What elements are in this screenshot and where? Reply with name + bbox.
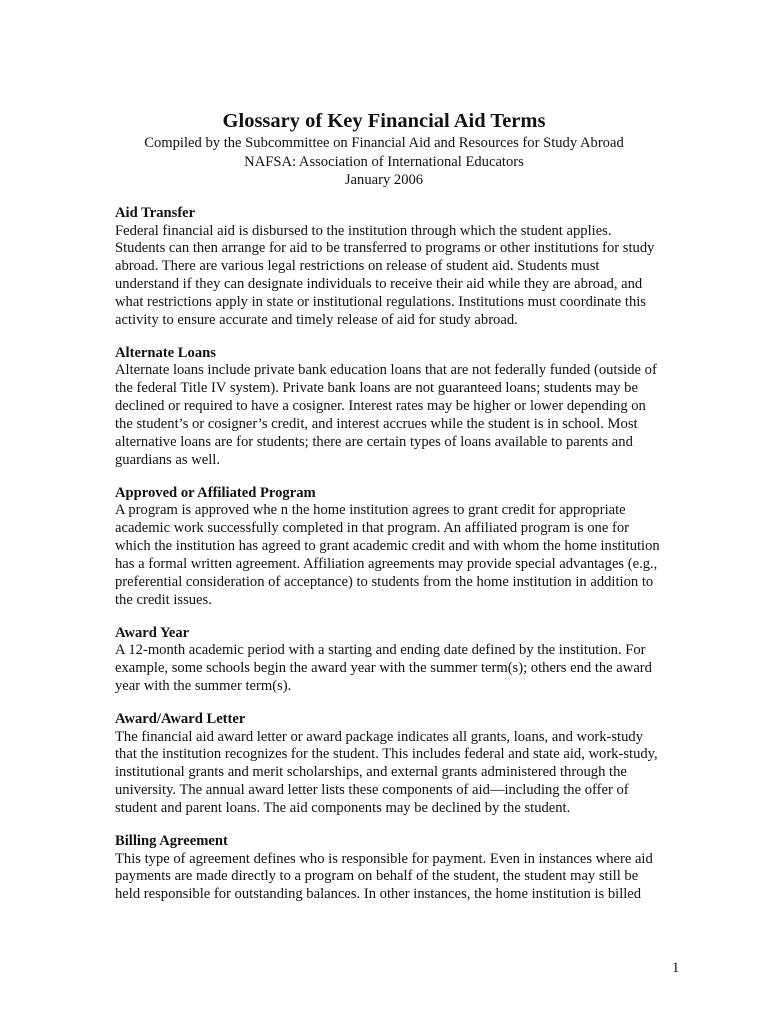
definition-line: Federal financial aid is disbursed to the institution through which the student applies. [115, 222, 612, 239]
definition-line: preferential consideration of acceptance) to students from the home institution in addition to [115, 574, 654, 590]
definition-line: guardians as well. [115, 451, 220, 468]
glossary-entry [115, 484, 675, 610]
definition-line: student and parent loans. The aid components may be declined by the student. [115, 800, 571, 817]
definition-line: understand if they can designate individuals to receive their aid while they are abroad, and [115, 276, 643, 293]
definition-line: Alternate loans include private bank education loans that are not federally funded (outside of [115, 362, 657, 379]
definition-line: declined or required to have a cosigner. Interest rates may be higher or lower depending on [115, 398, 646, 415]
definition-line: activity to ensure accurate and timely release of aid for study abroad. [115, 312, 518, 329]
definition-line: payments are made directly to a program on behalf of the student, the student may still be [115, 868, 639, 885]
definition-line: that the institution recognizes for the student. This includes federal and state aid, work-study, [115, 746, 658, 763]
document-header [0, 108, 768, 190]
glossary-definition [115, 729, 675, 819]
definition-line: Students can then arrange for aid to be transferred to programs or other institutions for study [115, 240, 655, 257]
definition-line: the credit issues. [115, 591, 212, 608]
glossary-definition [115, 362, 675, 469]
glossary-entry [115, 204, 675, 330]
glossary-term: Approved or Affiliated Program [115, 484, 316, 501]
definition-line: A 12-month academic period with a starting and ending date defined by the institution. For [115, 642, 646, 659]
page-number: 1 [672, 960, 680, 976]
glossary-entries [115, 204, 675, 918]
definition-line: which the institution has agreed to grant academic credit and with whom the home institution [115, 538, 660, 555]
glossary-definition [115, 223, 675, 330]
definition-line: has a formal written agreement. Affiliation agreements may provide special advantages (e.g., [115, 556, 658, 573]
definition-line: what restrictions apply in state or institutional regulations. Institutions must coordinate this [115, 294, 646, 311]
glossary-term: Aid Transfer [115, 205, 196, 221]
definition-line: institutional grants and merit scholarships, and external grants administered through the [115, 764, 627, 781]
glossary-term: Alternate Loans [115, 344, 216, 361]
glossary-entry [115, 344, 675, 470]
definition-line: abroad. There are various legal restrictions on release of student aid. Students must [115, 258, 600, 275]
definition-line: academic work successfully completed in that program. An affiliated program is one for [115, 520, 629, 537]
subtitle-compiled-by: Compiled by the Subcommittee on Financial Aid and Resources for Study Abroad [144, 135, 624, 151]
definition-line: alternative loans are for students; there are certain types of loans available to parents and [115, 434, 633, 451]
glossary-term: Award/Award Letter [115, 711, 246, 728]
glossary-definition [115, 642, 675, 696]
definition-line: university. The annual award letter lists these components of aid—including the offer of [115, 782, 629, 799]
subtitle-organization: NAFSA: Association of International Educators [244, 153, 524, 170]
definition-line: the federal Title IV system). Private bank loans are not guaranteed loans; students may be [115, 380, 638, 397]
definition-line: The financial aid award letter or award package indicates all grants, loans, and work-study [115, 728, 644, 745]
glossary-entry [115, 624, 675, 696]
glossary-entry [115, 832, 675, 904]
document-title: Glossary of Key Financial Aid Terms [222, 110, 546, 132]
glossary-term: Billing Agreement [115, 833, 228, 850]
definition-line: the student’s or cosigner’s credit, and interest accrues while the student is in school. Most [115, 416, 638, 433]
definition-line: This type of agreement defines who is responsible for payment. Even in instances where aid [115, 850, 653, 867]
definition-line: A program is approved whe n the home institution agrees to grant credit for appropriate [115, 502, 626, 519]
glossary-term: Award Year [115, 624, 190, 641]
definition-line: year with the summer term(s). [115, 678, 292, 695]
definition-line: example, some schools begin the award year with the summer term(s); others end the award [115, 660, 652, 677]
glossary-definition [115, 502, 675, 609]
definition-line: held responsible for outstanding balances. In other instances, the home institution is billed [115, 886, 642, 903]
glossary-entry [115, 710, 675, 818]
glossary-definition [115, 851, 675, 905]
subtitle-date: January 2006 [344, 172, 424, 188]
